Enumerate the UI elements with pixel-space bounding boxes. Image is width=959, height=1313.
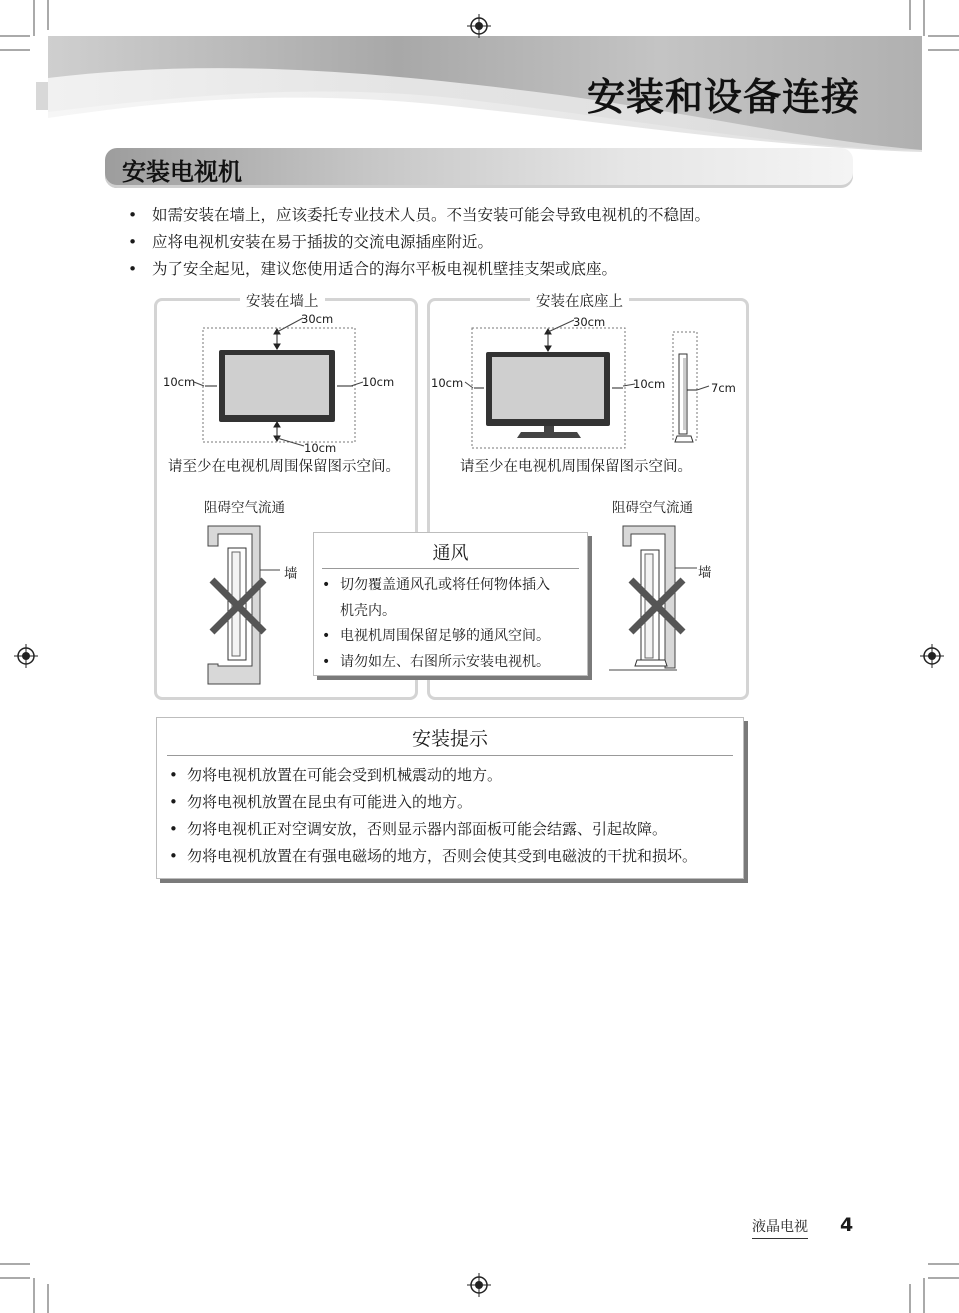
list-item: • 勿将电视机放置在昆虫有可能进入的地方。 xyxy=(165,789,743,816)
stand-left-clearance: 10cm xyxy=(431,376,464,390)
installation-tips-box xyxy=(156,717,744,879)
list-item: • 应将电视机安装在易于插拔的交流电源插座附近。 xyxy=(128,229,848,256)
stand-right-clearance: 10cm xyxy=(633,377,666,391)
stand-blocked-label: 阻碍空气流通 xyxy=(612,500,693,516)
list-item-continuation: 机壳内。 xyxy=(340,602,396,619)
wall-bottom-clearance: 10cm xyxy=(304,441,337,455)
list-item: • 切勿覆盖通风孔或将任何物体插入 xyxy=(318,573,587,599)
stand-back-clearance: 7cm xyxy=(711,381,736,395)
tips-title: 安装提示 xyxy=(411,728,488,750)
chapter-title: 安装和设备连接 xyxy=(586,75,860,119)
wall-left-clearance: 10cm xyxy=(163,375,196,389)
list-item: • 为了安全起见，建议您使用适合的海尔平板电视机壁挂支架或底座。 xyxy=(128,256,848,283)
wall-label: 墙 xyxy=(284,566,298,582)
list-item: • 勿将电视机放置在有强电磁场的地方，否则会使其受到电磁波的干扰和损坏。 xyxy=(165,843,743,870)
list-item: • 请勿如左、右图所示安装电视机。 xyxy=(318,650,587,676)
ventilation-title: 通风 xyxy=(432,543,469,564)
stand-wall-label: 墙 xyxy=(698,565,712,581)
wall-top-clearance: 30cm xyxy=(301,312,334,326)
wall-caption: 请至少在电视机周围保留图示空间。 xyxy=(168,459,400,475)
footer-product-name: 液晶电视 xyxy=(752,1216,808,1239)
wall-right-clearance: 10cm xyxy=(362,375,395,389)
page-number: 4 xyxy=(840,1214,854,1236)
list-item: • 电视机周围保留足够的通风空间。 xyxy=(318,624,587,650)
registration-mark-top xyxy=(467,14,491,38)
stand-caption: 请至少在电视机周围保留图示空间。 xyxy=(460,459,692,475)
stand-top-clearance: 30cm xyxy=(573,315,606,329)
list-item: • 勿将电视机正对空调安放，否则显示器内部面板可能会结露、引起故障。 xyxy=(165,816,743,843)
intro-list xyxy=(128,202,848,283)
wall-blocked-label: 阻碍空气流通 xyxy=(204,500,285,516)
stand-mount-title: 安装在底座上 xyxy=(530,290,629,311)
list-item: • 如需安装在墙上，应该委托专业技术人员。不当安装可能会导致电视机的不稳固。 xyxy=(128,202,848,229)
wall-mount-title: 安装在墙上 xyxy=(240,290,325,311)
section-title: 安装电视机 xyxy=(122,158,242,186)
list-item: • 勿将电视机放置在可能会受到机械震动的地方。 xyxy=(165,762,743,789)
ventilation-box xyxy=(313,532,588,676)
